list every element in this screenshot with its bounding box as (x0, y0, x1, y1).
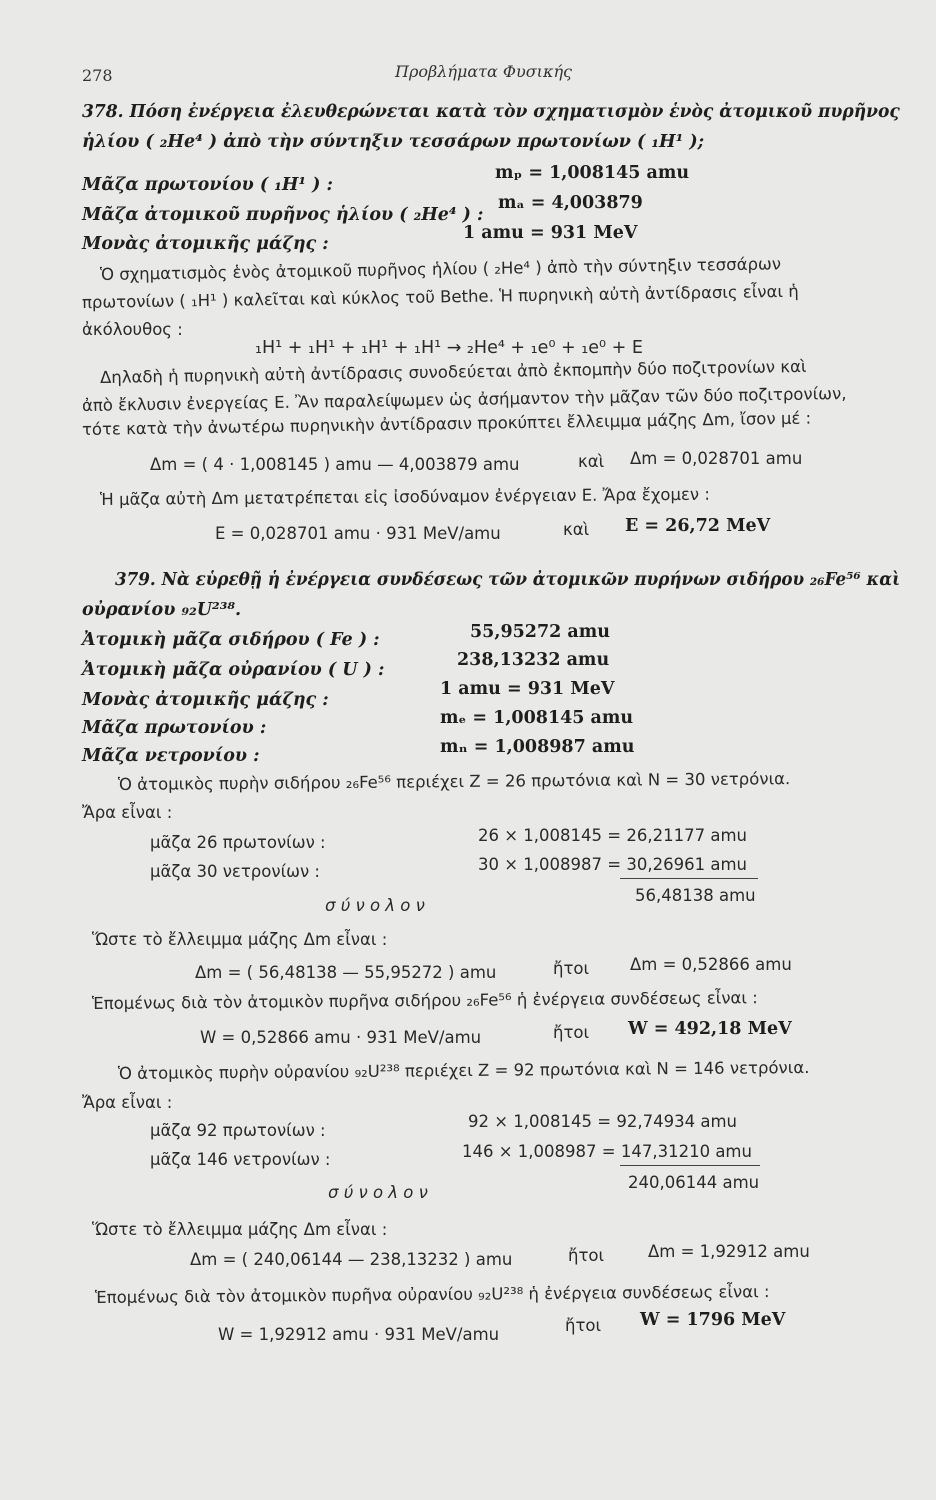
body-text: Δηλαδὴ ἡ πυρηνικὴ αὐτὴ ἀντίδρασις συνοδεύεται ἀπὸ ἐκπομπὴν δύο ποζιτρονίων καὶ (99, 356, 807, 387)
problem-question-line: οὐρανίου ₉₂U²³⁸. (82, 600, 242, 620)
equation: W = 0,52866 amu · 931 MeV/amu (200, 1028, 482, 1047)
given-label: Μᾶζα πρωτονίου ( ₁H¹ ) : (82, 175, 333, 195)
body-text: Ἄρα εἶναι : (82, 1093, 173, 1112)
problem-379-heading (115, 570, 900, 590)
sum-value: 240,06144 amu (628, 1173, 760, 1192)
body-text: Ἑπομένως διὰ τὸν ἀτομικὸν πυρῆνα σιδήρου ₂₆Fe⁵⁶ ἡ ἐνέργεια συνδέσεως εἶναι : (91, 988, 758, 1013)
given-label: Μονὰς ἀτομικῆς μάζης : (82, 690, 329, 710)
energy-result: W = 1796 MeV (640, 1310, 786, 1330)
equation-connector: ἤτοι (565, 1316, 602, 1335)
given-value: 55,95272 amu (470, 622, 610, 642)
equation: Δm = ( 56,48138 — 55,95272 ) amu (195, 963, 497, 982)
given-label: Ἀτομικὴ μᾶζα σιδήρου ( Fe ) : (82, 630, 380, 650)
mass-row-label: μᾶζα 30 νετρονίων : (150, 862, 320, 881)
mass-row-calc: 146 × 1,008987 = 147,31210 amu (462, 1142, 752, 1161)
energy-result: E = 26,72 MeV (625, 516, 771, 536)
body-text: ἀκόλουθος : (82, 320, 183, 339)
problem-question-line: ἡλίου ( ₂He⁴ ) ἀπὸ τὴν σύντηξιν τεσσάρων πρωτονίων ( ₁H¹ ); (82, 132, 705, 152)
equation: W = 1,92912 amu · 931 MeV/amu (218, 1325, 500, 1344)
given-value: 238,13232 amu (457, 650, 610, 670)
given-value: 1 amu = 931 MeV (440, 679, 615, 699)
mass-row-label: μᾶζα 26 πρωτονίων : (150, 833, 326, 852)
given-value: mₐ = 4,003879 (498, 193, 643, 213)
body-text: Ὁ σχηματισμὸς ἑνὸς ἀτομικοῦ πυρῆνος ἡλίου ( ₂He⁴ ) ἀπὸ τὴν σύντηξιν τεσσάρων (99, 254, 782, 284)
equation-result: Δm = 0,52866 amu (630, 955, 792, 974)
mass-row-label: μᾶζα 146 νετρονίων : (150, 1150, 331, 1169)
body-text: Ὁ ἀτομικὸς πυρὴν οὐρανίου ₉₂U²³⁸ περιέχει Z = 92 πρωτόνια καὶ N = 146 νετρόνια. (117, 1057, 810, 1083)
mass-row-calc: 30 × 1,008987 = 30,26961 amu (478, 855, 747, 874)
given-label: Μονὰς ἀτομικῆς μάζης : (82, 234, 329, 254)
equation: Δm = ( 240,06144 — 238,13232 ) amu (190, 1250, 513, 1269)
body-text: Ὥστε τὸ ἔλλειμμα μάζης Δm εἶναι : (92, 1220, 388, 1239)
equation: E = 0,028701 amu · 931 MeV/amu (215, 524, 501, 543)
problem-378-heading (82, 102, 900, 122)
body-text: πρωτονίων ( ₁H¹ ) καλεῖται καὶ κύκλος τοῦ Bethe. Ἡ πυρηνικὴ αὐτὴ ἀντίδρασις εἶναι ἡ (81, 281, 799, 312)
problem-question-line: Πόση ἐνέργεια ἐλευθερώνεται κατὰ τὸν σχηματισμὸν ἑνὸς ἀτομικοῦ πυρῆνος (129, 102, 900, 122)
given-label: Μᾶζα ἀτομικοῦ πυρῆνος ἡλίου ( ₂He⁴ ) : (82, 205, 484, 225)
problem-question-line: Νὰ εὑρεθῇ ἡ ἐνέργεια συνδέσεως τῶν ἀτομικῶν πυρήνων σιδήρου ₂₆Fe⁵⁶ καὶ (161, 570, 901, 590)
energy-result: W = 492,18 MeV (628, 1019, 792, 1039)
problem-number: 378. (82, 102, 124, 122)
sum-value: 56,48138 amu (635, 886, 756, 905)
running-title: Προβλήματα Φυσικής (395, 62, 572, 81)
mass-row-calc: 92 × 1,008145 = 92,74934 amu (468, 1112, 737, 1131)
sum-rule (620, 1165, 760, 1166)
mass-row-label: μᾶζα 92 πρωτονίων : (150, 1121, 326, 1140)
mass-row-calc: 26 × 1,008145 = 26,21177 amu (478, 826, 747, 845)
body-text: ἀπὸ ἔκλυσιν ἐνεργείας E. Ἂν παραλείψωμεν ὡς ἀσήμαντον τὴν μᾶζαν τῶν δύο ποζιτρονίων, (81, 383, 847, 415)
sum-label: σ ύ ν ο λ ο ν (328, 1183, 428, 1202)
given-value: mₑ = 1,008145 amu (440, 708, 634, 728)
equation-connector: καὶ (578, 452, 605, 471)
body-text: Ἡ μᾶζα αὐτὴ Δm μετατρέπεται εἰς ἰσοδύναμον ἐνέργειαν E. Ἄρα ἔχομεν : (99, 484, 710, 509)
sum-label: σ ύ ν ο λ ο ν (325, 896, 425, 915)
equation-connector: ἤτοι (568, 1246, 605, 1265)
equation-connector: ἤτοι (553, 959, 590, 978)
problem-number: 379. (115, 570, 156, 590)
body-text: Ὁ ἀτομικὸς πυρὴν σιδήρου ₂₆Fe⁵⁶ περιέχει Z = 26 πρωτόνια καὶ N = 30 νετρόνια. (117, 769, 791, 794)
equation-result: Δm = 1,92912 amu (648, 1242, 810, 1261)
given-label: Ἀτομικὴ μᾶζα οὐρανίου ( U ) : (82, 660, 385, 680)
body-text: Ἄρα εἶναι : (82, 803, 173, 822)
given-label: Μᾶζα πρωτονίου : (82, 718, 267, 738)
given-label: Μᾶζα νετρονίου : (82, 746, 260, 766)
equation-result: Δm = 0,028701 amu (630, 449, 803, 468)
body-text: Ὥστε τὸ ἔλλειμμα μάζης Δm εἶναι : (92, 930, 388, 949)
equation-connector: ἤτοι (553, 1023, 590, 1042)
given-value: 1 amu = 931 MeV (463, 223, 638, 243)
nuclear-reaction-equation: ₁H¹ + ₁H¹ + ₁H¹ + ₁H¹ → ₂He⁴ + ₁e⁰ + ₁e⁰ + E (255, 338, 643, 358)
equation: Δm = ( 4 · 1,008145 ) amu — 4,003879 amu (150, 455, 520, 474)
body-text: τότε κατὰ τὴν ἀνωτέρω πυρηνικὴν ἀντίδρασιν προκύπτει ἔλλειμμα μάζης Δm, ἴσον μέ : (81, 408, 812, 439)
page-number: 278 (82, 66, 113, 85)
given-value: mₙ = 1,008987 amu (440, 737, 635, 757)
sum-rule (620, 878, 758, 879)
given-value: mₚ = 1,008145 amu (495, 163, 690, 183)
equation-connector: καὶ (563, 520, 590, 539)
body-text: Ἑπομένως διὰ τὸν ἀτομικὸν πυρῆνα οὐρανίου ₉₂U²³⁸ ἡ ἐνέργεια συνδέσεως εἶναι : (94, 1282, 770, 1307)
